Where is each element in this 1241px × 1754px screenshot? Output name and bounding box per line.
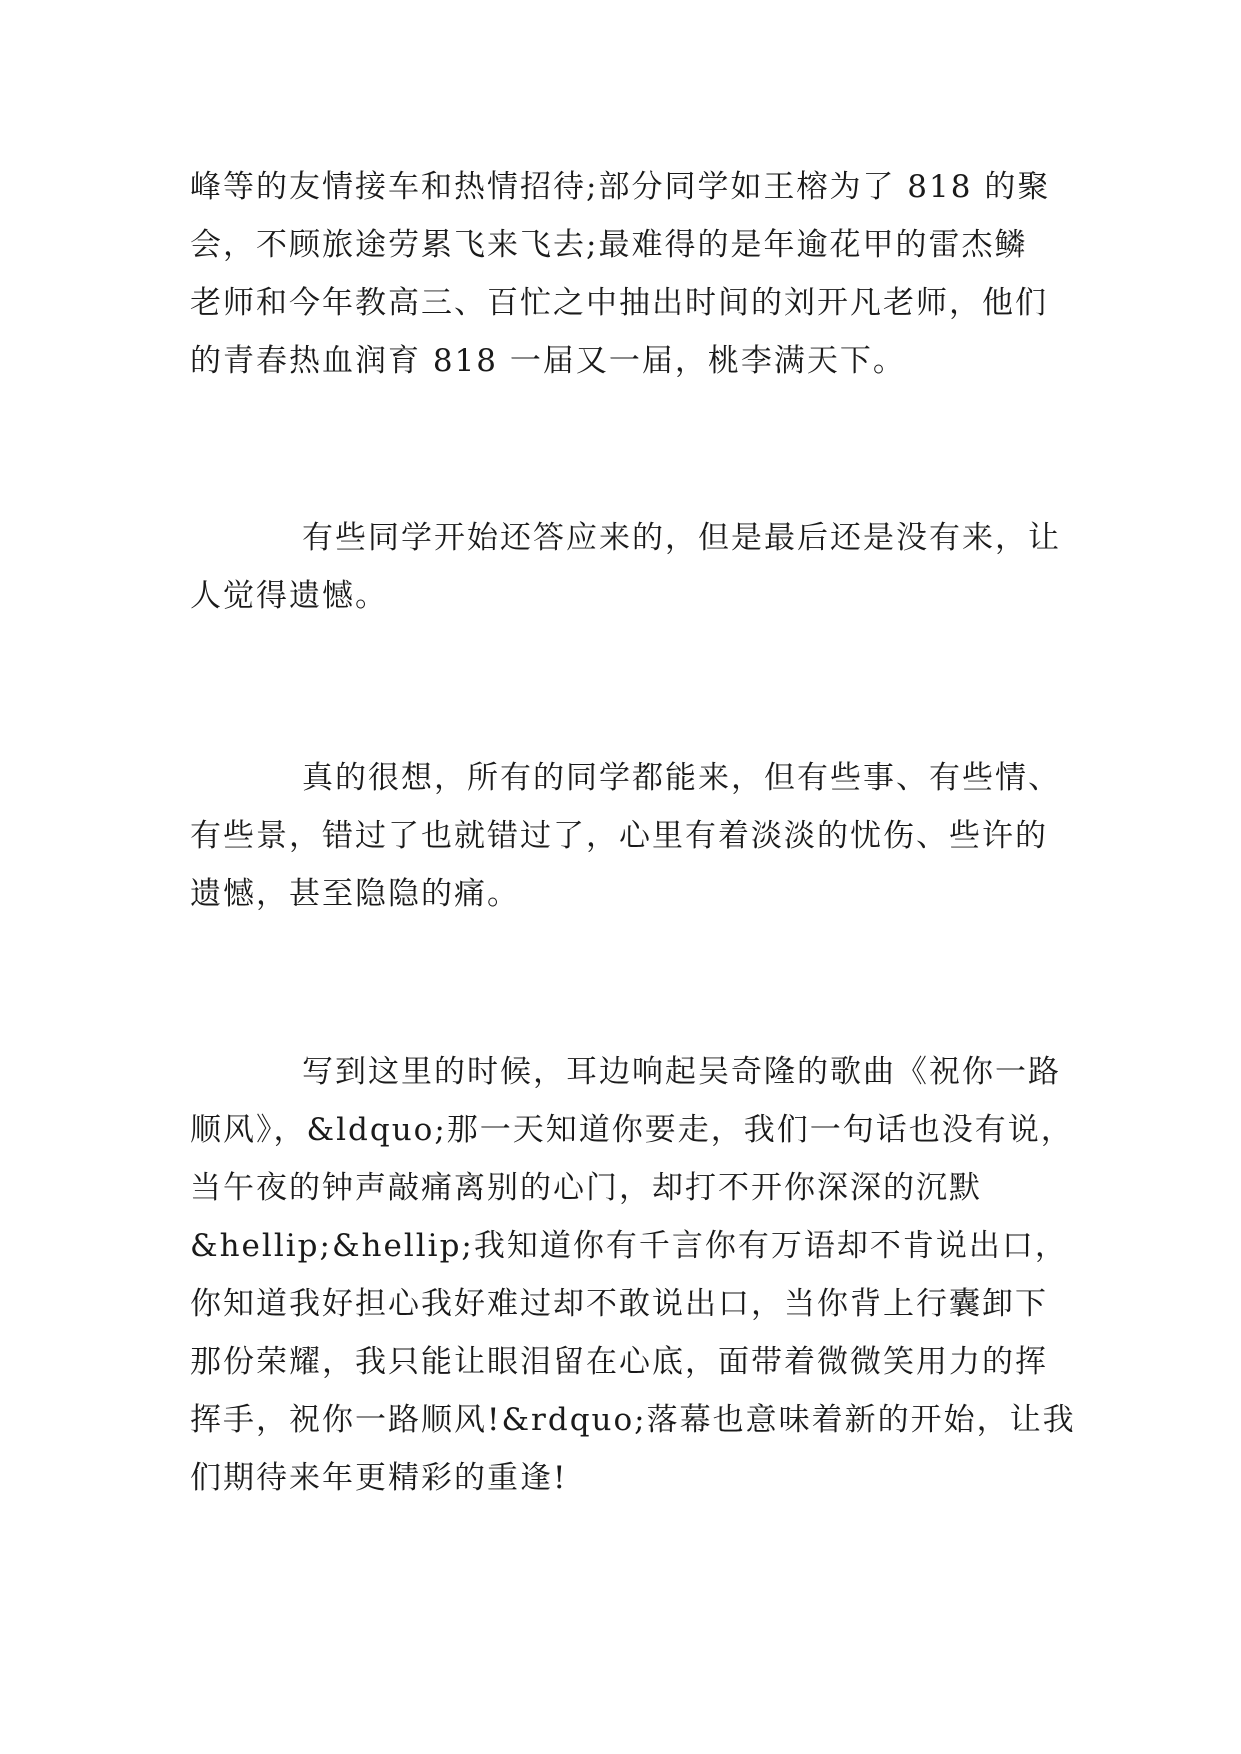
- paragraph-line: 有些同学开始还答应来的，但是最后还是没有来，让: [302, 520, 1061, 556]
- paragraph-3: [190, 749, 1070, 923]
- paragraph-4: [190, 1043, 1076, 1507]
- paragraph-line: 的青春热血润育 818 一届又一届，桃李满天下。: [190, 343, 906, 379]
- paragraph-line: 人觉得遗憾。: [190, 578, 388, 614]
- paragraph-line: 那份荣耀，我只能让眼泪留在心底，面带着微微笑用力的挥: [190, 1344, 1048, 1380]
- paragraph-line: &hellip;&hellip;我知道你有千言你有万语却不肯说出口，: [190, 1228, 1068, 1264]
- paragraph-line: 会，不顾旅途劳累飞来飞去;最难得的是年逾花甲的雷杰鳞: [190, 227, 1028, 263]
- paragraph-line: 峰等的友情接车和热情招待;部分同学如王榕为了 818 的聚: [190, 169, 1051, 205]
- paragraph-line: 老师和今年教高三、百忙之中抽出时间的刘开凡老师，他们: [190, 285, 1048, 321]
- paragraph-line: 们期待来年更精彩的重逢!: [190, 1460, 568, 1496]
- paragraph-line: 写到这里的时候，耳边响起吴奇隆的歌曲《祝你一路: [302, 1054, 1061, 1090]
- paragraph-line: 你知道我好担心我好难过却不敢说出口，当你背上行囊卸下: [190, 1286, 1048, 1322]
- paragraph-1: [190, 158, 1070, 390]
- paragraph-line: 挥手，祝你一路顺风!&rdquo;落幕也意味着新的开始，让我: [190, 1402, 1076, 1438]
- paragraph-line: 有些景，错过了也就错过了，心里有着淡淡的忧伤、些许的: [190, 818, 1048, 854]
- paragraph-2: [190, 509, 1070, 625]
- paragraph-line: 顺风》，&ldquo;那一天知道你要走，我们一句话也没有说，: [190, 1112, 1074, 1148]
- paragraph-line: 当午夜的钟声敲痛离别的心门，却打不开你深深的沉默: [190, 1170, 982, 1206]
- paragraph-line: 真的很想，所有的同学都能来，但有些事、有些情、: [302, 760, 1061, 796]
- paragraph-line: 遗憾，甚至隐隐的痛。: [190, 876, 520, 912]
